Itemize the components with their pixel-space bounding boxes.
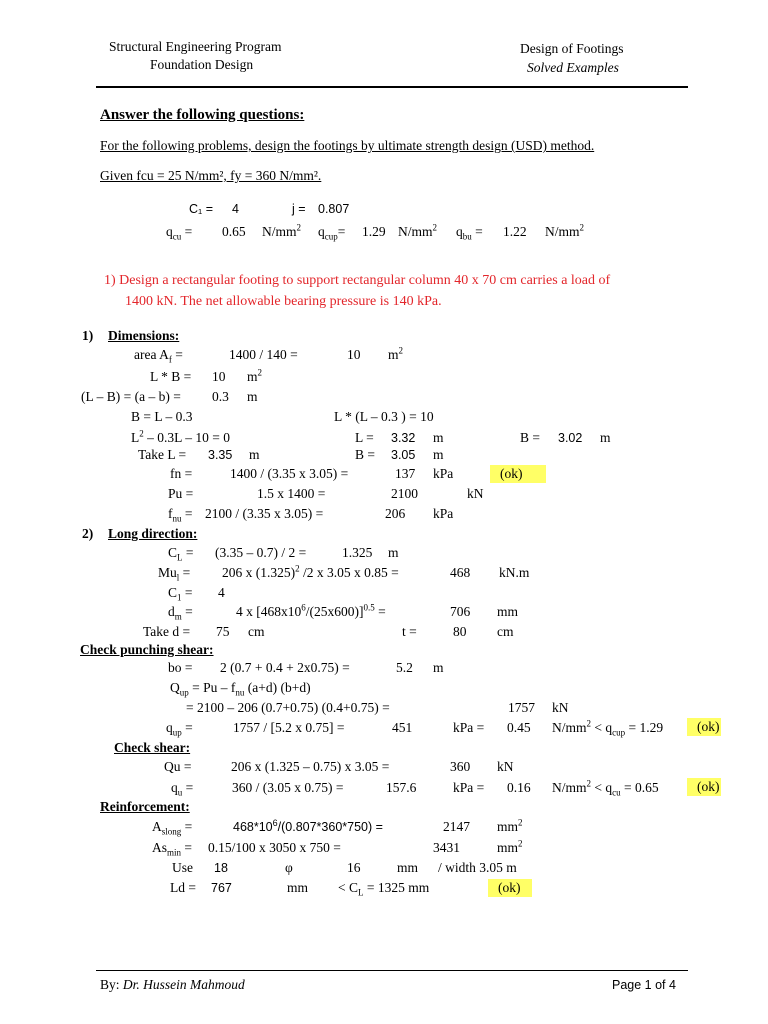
pu-label: Pu = (168, 486, 194, 501)
fn-unit: kPa (433, 466, 454, 481)
bo-expr: 2 (0.7 + 0.4 + 2x0.75) = (220, 660, 350, 675)
unit-nmm2: $N/mm^2$ (262, 222, 302, 239)
unit-nmm2: $N/mm^2$ (545, 222, 585, 239)
header-subtitle: Solved Examples (527, 60, 619, 75)
qsup-value-nmm2: 0.45 (507, 720, 531, 735)
b2-unit: m (433, 447, 444, 462)
t-label: t = (402, 624, 417, 639)
dm-expr: 4 x $[468x10^6/(25x600)]^{0.5}$ = (236, 602, 386, 619)
fnu-label: $f_{nu}$ = (168, 506, 193, 524)
take-l-unit: m (249, 447, 260, 462)
lmb-value: 0.3 (212, 389, 229, 404)
j-value: 0.807 (318, 202, 350, 216)
ok-badge: (ok) (687, 778, 721, 796)
lmb-label: (L – B) = (a – b) = (81, 389, 181, 404)
dm-unit: mm (497, 604, 519, 619)
qup-equation: $Q_{up} = Pu - f_{nu}$ (a+d) (b+d) (170, 680, 311, 698)
header-rule (96, 86, 688, 88)
bo-unit: m (433, 660, 444, 675)
page-number: Page 1 of 4 (612, 978, 676, 992)
b-equation: B = L – 0.3 (131, 409, 193, 424)
qu-expr: 206 x (1.325 – 0.75) x 3.05 = (231, 759, 390, 774)
qcup-value: 1.29 (362, 224, 386, 239)
take-l-label: Take L = (138, 447, 187, 462)
c1-label: $C_1$ = (168, 585, 193, 603)
lb-value: 10 (212, 369, 226, 384)
ld-label: Ld = (170, 880, 196, 895)
b2-value: 3.05 (391, 448, 416, 462)
b-label: B = (520, 430, 540, 445)
phi-symbol: φ (285, 860, 293, 875)
ok-badge: (ok) (488, 879, 532, 897)
qcup-label: $q_{cup}=$ (318, 224, 346, 242)
quadratic-equation: $L^2 - 0.3L - 10 = 0$ (131, 428, 230, 445)
fnu-expr: 2100 / (3.35 x 3.05) = (205, 506, 324, 521)
asmin-unit: $mm^2$ (497, 838, 523, 855)
take-l-value: 3.35 (208, 448, 233, 462)
t-unit: cm (497, 624, 514, 639)
t-value: 80 (453, 624, 467, 639)
bar-diameter: 16 (347, 860, 361, 875)
pu-expr: 1.5 x 1400 = (257, 486, 326, 501)
fn-value: 137 (395, 466, 416, 481)
c1-value: 4 (218, 585, 225, 600)
problem-statement-line1: 1) Design a rectangular footing to support rectangular column 40 x 70 cm carries a load of (104, 273, 611, 288)
area-value: 10 (347, 347, 361, 362)
ok-badge: (ok) (490, 465, 546, 483)
b-value: 3.02 (558, 431, 583, 445)
ld-compare: < $C_L = 1325$ mm (338, 880, 430, 898)
mu-unit: kN.m (499, 565, 530, 580)
qbu-label: $q_{bu}$ = (456, 224, 483, 242)
fn-expr: 1400 / (3.35 x 3.05) = (230, 466, 349, 481)
qsu-unit: kPa = (453, 780, 485, 795)
ld-value: 767 (211, 881, 232, 895)
qsup-expr: 1757 / [5.2 x 0.75] = (233, 720, 345, 735)
bo-label: bo = (168, 660, 193, 675)
long-direction-heading: Long direction: (108, 526, 198, 541)
take-d-unit: cm (248, 624, 265, 639)
qsu-value: 157.6 (386, 780, 417, 795)
take-d-label: Take d = (143, 624, 191, 639)
section-number: 2) (82, 526, 94, 541)
asmin-label: $As_{min}$ = (152, 840, 193, 858)
qsup-value: 451 (392, 720, 413, 735)
fnu-unit: kPa (433, 506, 454, 521)
intro-line: For the following problems, design the footings by ultimate strength design (USD) method. (100, 138, 595, 153)
qsup-compare: $N/mm^2 < q_{cup} = 1.29$ (552, 718, 664, 738)
bar-count: 18 (214, 861, 228, 875)
qup-unit: kN (552, 700, 569, 715)
bo-value: 5.2 (396, 660, 413, 675)
header-title: Design of Footings (520, 41, 624, 56)
given-line: Given fcu = 25 N/mm², fy = 360 N/mm². (100, 168, 322, 183)
mu-value: 468 (450, 565, 471, 580)
cl-expr: (3.35 – 0.7) / 2 = (215, 545, 307, 560)
use-label: Use (172, 860, 193, 875)
l-unit: m (433, 430, 444, 445)
qsup-unit: kPa = (453, 720, 485, 735)
l-value: 3.32 (391, 431, 416, 445)
qsu-expr: 360 / (3.05 x 0.75) = (232, 780, 344, 795)
c1-label: C₁ = (189, 202, 214, 216)
qup-value: 1757 (508, 700, 535, 715)
lmb-unit: m (247, 389, 258, 404)
section-number: 1) (82, 328, 94, 343)
qbu-value: 1.22 (503, 224, 527, 239)
b2-label: B = (355, 447, 375, 462)
asmin-value: 3431 (433, 840, 460, 855)
unit-nmm2: $N/mm^2$ (398, 222, 438, 239)
ld-unit: mm (287, 880, 309, 895)
qu-unit: kN (497, 759, 514, 774)
qcu-value: 0.65 (222, 224, 246, 239)
area-label: area $A_f$ = (134, 347, 183, 365)
qup-expansion: = 2100 – 206 (0.7+0.75) (0.4+0.75) = (186, 700, 390, 715)
qsu-label: $q_u$ = (171, 780, 194, 798)
footer-author: By: Dr. Hussein Mahmoud (100, 977, 245, 992)
lb-label: L * B = (150, 369, 192, 384)
area-expr: 1400 / 140 = (229, 347, 298, 362)
as-label: $A_{slong}$ = (152, 819, 193, 837)
as-expr: $468*10^6/(0.807*360*750)$ = (233, 817, 383, 834)
cl-value: 1.325 (342, 545, 373, 560)
lb-unit: $m^2$ (247, 367, 263, 384)
take-d-value: 75 (216, 624, 230, 639)
fnu-value: 206 (385, 506, 406, 521)
reinforcement-heading: Reinforcement: (100, 799, 190, 814)
footer-rule (96, 970, 688, 971)
punching-shear-heading: Check punching shear: (80, 642, 214, 657)
bar-diameter-unit: mm (397, 860, 419, 875)
qsu-value-nmm2: 0.16 (507, 780, 531, 795)
check-shear-heading: Check shear: (114, 740, 191, 755)
qsup-label: $q_{up}$ = (166, 720, 193, 738)
qu-value: 360 (450, 759, 471, 774)
pu-unit: kN (467, 486, 484, 501)
dm-label: $d_m$ = (168, 604, 193, 622)
l-label: L = (355, 430, 374, 445)
ok-badge: (ok) (687, 718, 721, 736)
problem-statement-line2: 1400 kN. The net allowable bearing pressure is 140 kPa. (125, 294, 442, 309)
dimensions-heading: Dimensions: (108, 328, 180, 343)
as-value: 2147 (443, 819, 470, 834)
qcu-label: $q_{cu}$ = (166, 224, 193, 242)
dm-value: 706 (450, 604, 471, 619)
cl-unit: m (388, 545, 399, 560)
qsu-compare: $N/mm^2 < q_{cu} = 0.65$ (552, 778, 659, 798)
c1-value: 4 (232, 202, 239, 216)
area-unit: $m^2$ (388, 345, 404, 362)
header-subject: Foundation Design (150, 57, 254, 72)
as-unit: $mm^2$ (497, 817, 523, 834)
section-heading: Answer the following questions: (100, 107, 305, 123)
mu-label: $Mu_l$ = (158, 565, 191, 583)
header-program: Structural Engineering Program (109, 39, 282, 54)
mu-expr: 206 x $(1.325)^2$ /2 x 3.05 x 0.85 = (222, 563, 399, 580)
asmin-expr: 0.15/100 x 3050 x 750 = (208, 840, 341, 855)
bar-width: / width 3.05 m (438, 860, 517, 875)
fn-label: fn = (170, 466, 193, 481)
l-equation: L * (L – 0.3 ) = 10 (334, 409, 434, 424)
qu-label: Qu = (164, 759, 192, 774)
j-label: j = (292, 202, 306, 216)
b-unit: m (600, 430, 611, 445)
cl-label: $C_L$ = (168, 545, 194, 563)
pu-value: 2100 (391, 486, 418, 501)
